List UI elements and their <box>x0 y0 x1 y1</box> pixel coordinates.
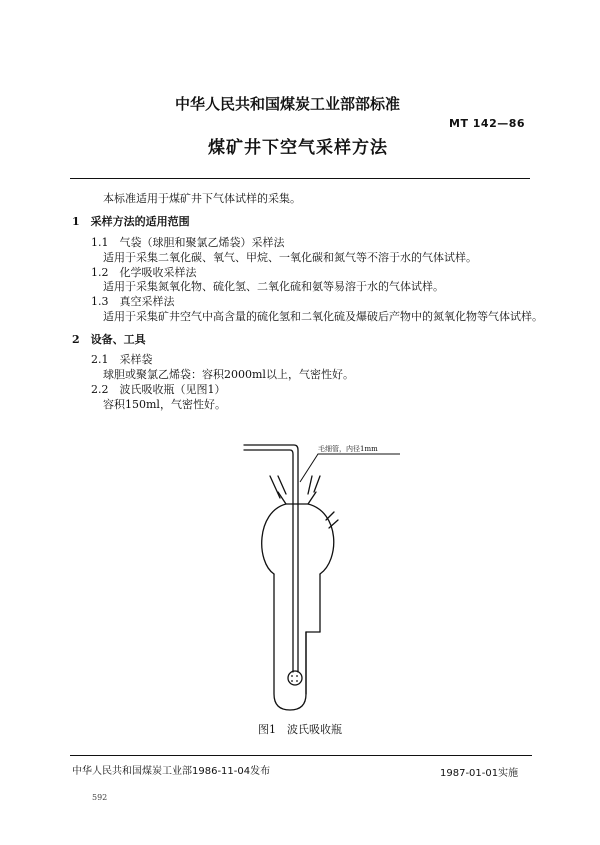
section-2-1-text: 球胆或聚氯乙烯袋：容积2000ml以上，气密性好。 <box>103 368 354 381</box>
section-2-2-heading: 2.2 波氏吸收瓶（见图1） <box>91 383 226 396</box>
section-2-heading: 2 设备、工具 <box>72 333 146 346</box>
section-2-1-heading: 2.1 采样袋 <box>91 353 153 366</box>
effective-date: 1987-01-01实施 <box>440 768 519 779</box>
header-rule <box>70 178 530 179</box>
absorption-bottle-figure <box>230 432 410 717</box>
page-title: 煤矿井下空气采样方法 <box>208 138 388 158</box>
standard-code: MT 142—86 <box>449 117 526 130</box>
intro-paragraph: 本标准适用于煤矿井下气体试样的采集。 <box>103 192 301 205</box>
footer-rule <box>70 755 532 756</box>
section-1-heading: 1 采样方法的适用范围 <box>72 215 190 228</box>
section-1-1-text: 适用于采集二氧化碳、氧气、甲烷、一氧化碳和氮气等不溶于水的气体试样。 <box>103 251 477 264</box>
section-2-2-text: 容积150ml，气密性好。 <box>103 398 226 411</box>
capillary-annotation: 毛细管，内径1mm <box>318 445 378 453</box>
page-number: 592 <box>92 793 108 802</box>
section-1-1-heading: 1.1 气袋（球胆和聚氯乙烯袋）采样法 <box>91 236 285 249</box>
figure-caption: 图1 波氏吸收瓶 <box>258 723 342 736</box>
issuing-agency: 中华人民共和国煤炭工业部部标准 <box>175 95 401 113</box>
section-1-3-text: 适用于采集矿井空气中高含量的硫化氢和二氧化硫及爆破后产物中的氮氧化物等气体试样。 <box>103 310 543 323</box>
issue-date: 中华人民共和国煤炭工业部1986-11-04发布 <box>72 766 271 777</box>
section-1-2-heading: 1.2 化学吸收采样法 <box>91 266 197 279</box>
section-1-2-text: 适用于采集氮氧化物、硫化氢、二氧化硫和氨等易溶于水的气体试样。 <box>103 280 444 293</box>
section-1-3-heading: 1.3 真空采样法 <box>91 295 175 308</box>
